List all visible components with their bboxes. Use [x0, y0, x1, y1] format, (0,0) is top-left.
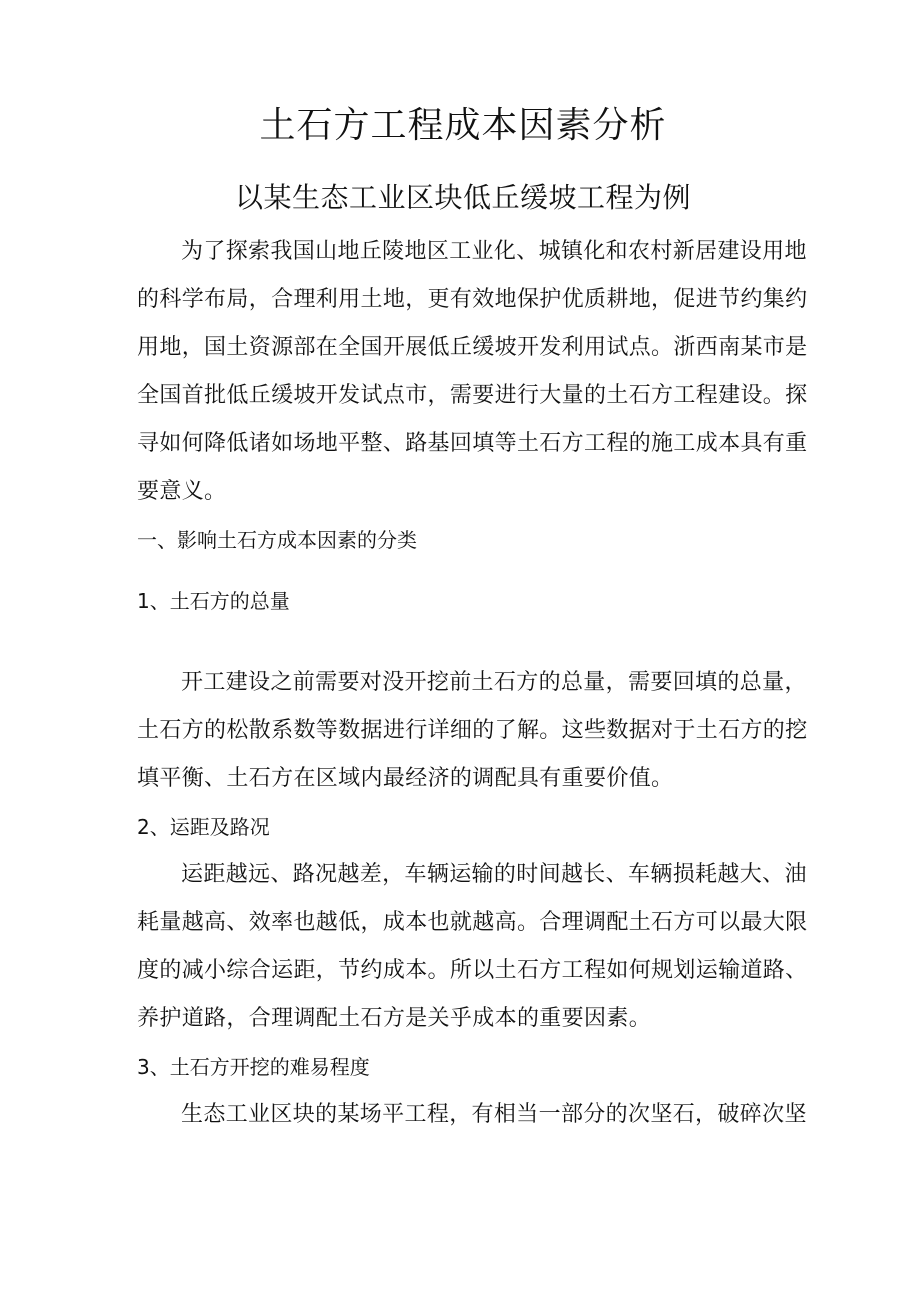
document-subtitle: 以某生态工业区块低丘缓坡工程为例 [234, 181, 691, 214]
paragraph-line: 为了探索我国山地丘陵地区工业化、城镇化和农村新居建设用地 [181, 239, 807, 264]
paragraph-line: 土石方的松散系数等数据进行详细的了解。这些数据对于土石方的挖 [137, 718, 808, 743]
paragraph-line: 开工建设之前需要对没开挖前土石方的总量，需要回填的总量， [181, 670, 807, 695]
paragraph-line: 运距越远、路况越差，车辆运输的时间越长、车辆损耗越大、油 [181, 862, 807, 887]
paragraph-line: 度的减小综合运距，节约成本。所以土石方工程如何规划运输道路、 [137, 958, 808, 983]
paragraph-line: 的科学布局，合理利用土地，更有效地保护优质耕地，促进节约集约 [137, 287, 808, 312]
paragraph-line: 要意义。 [137, 479, 227, 504]
paragraph-line: 生态工业区块的某场平工程，有相当一部分的次坚石，破碎次坚 [181, 1102, 807, 1127]
item-heading: 2、运距及路况 [137, 815, 270, 839]
section-heading: 一、影响土石方成本因素的分类 [137, 528, 417, 552]
paragraph-line: 用地，国土资源部在全国开展低丘缓坡开发利用试点。浙西南某市是 [137, 335, 808, 360]
paragraph-line: 耗量越高、效率也越低，成本也就越高。合理调配土石方可以最大限 [137, 910, 808, 935]
item-heading: 1、土石方的总量 [137, 589, 290, 613]
item-heading: 3、土石方开挖的难易程度 [137, 1055, 370, 1079]
paragraph-line: 寻如何降低诸如场地平整、路基回填等土石方工程的施工成本具有重 [137, 431, 808, 456]
paragraph-line: 填平衡、土石方在区域内最经济的调配具有重要价值。 [137, 766, 674, 791]
paragraph-line: 养护道路，合理调配土石方是关乎成本的重要因素。 [137, 1006, 652, 1031]
paragraph-line: 全国首批低丘缓坡开发试点市，需要进行大量的土石方工程建设。探 [137, 383, 808, 408]
document-title: 土石方工程成本因素分析 [259, 105, 667, 146]
